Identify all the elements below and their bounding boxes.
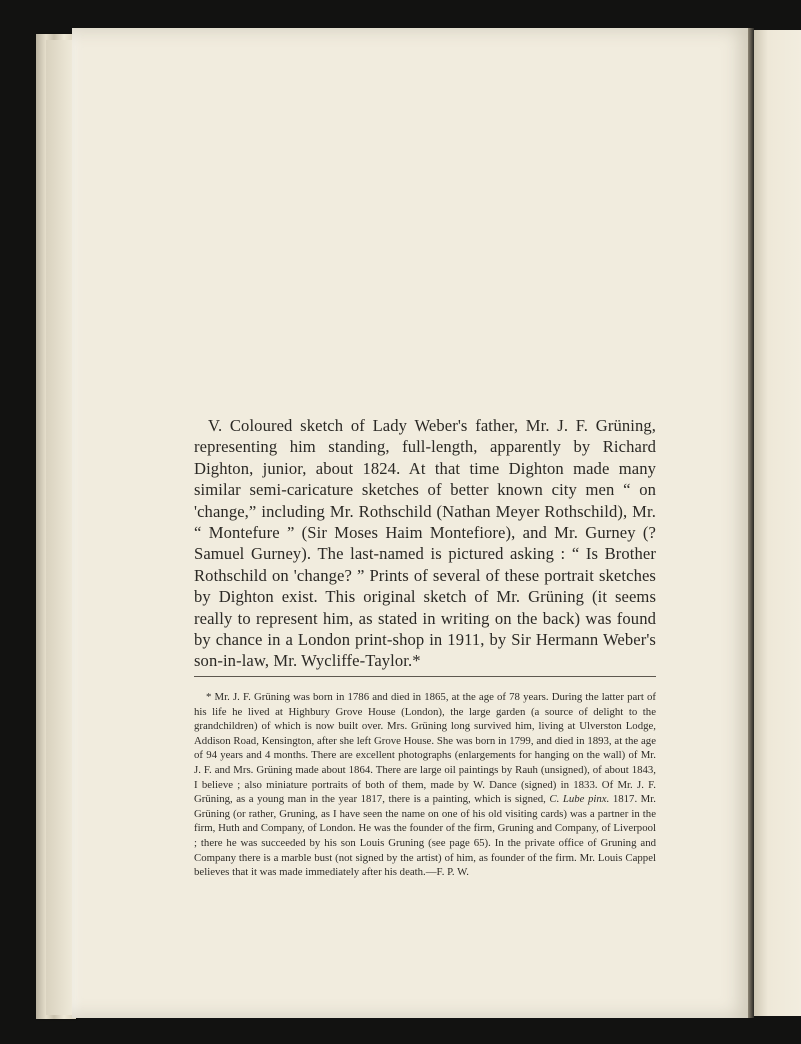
footnote-text-1: * Mr. J. F. Grüning was born in 1786 and died in 1865, at the age of 78 years. During the latter part of his life he lived at Highbury Grove House (London), the large garden (a source of delight to the grandchildren) of which is now built over. Mrs. Grüning long survived him, living at Ulverston Lodge, Addison Road, Kensington, after she left Grove House. She was born in 1799, and died in 1893, at the age of 94 years and 4 months. There are excellent photographs (enlargements for hanging on the wall) of Mr. J. F. and Mrs. Grüning made about 1864. There are large oil paintings by Rauh (unsigned), of about 1843, I believe ; also miniature portraits of both of them, made by W. Dance (signed) in 1833. Of Mr. J. F. Grüning, as a young man in the year 1817, there is a painting, which is signed, (194, 691, 656, 806)
footnote-rule (194, 676, 656, 677)
footnote (194, 690, 656, 880)
main-paragraph: V. Coloured sketch of Lady Weber's father, Mr. J. F. Grüning, representing him standing, full-length, apparently by Richard Dighton, junior, about 1824. At that time Dighton made many similar semi-caricature sketches of better known city men “ on 'change,” including Mr. Rothschild (Nathan Meyer Rothschild), Mr. “ Montefure ” (Sir Moses Haim Montefiore), and Mr. Gurney (? Samuel Gurney). The last-named is pictured asking : “ Is Brother Rothschild on 'change? ” Prints of several of these portrait sketches by Dighton exist. This original sketch of Mr. Grüning (it seems really to represent him, as stated in writing on the back) was found by chance in a London print-shop in 1911, by Sir Hermann Weber's son-in-law, Mr. Wycliffe-Taylor.* (194, 416, 656, 671)
facing-page-edge (754, 30, 801, 1016)
footnote-italic-signature: C. Lube pinx. (549, 793, 610, 806)
footnote-text-2: 1817. Mr. Grüning (or rather, Gruning, as I have seen the name on one of his old visiting cards) was a partner in the firm, Huth and Company, of London. He was the founder of the firm, Gruning and Company, of Liverpool ; there he was succeeded by his son Louis Gruning (see page 65). In the private office of Gruning and Company there is a marble bust (not signed by the artist) of him, as founder of the firm. Mr. Louis Cappel believes that it was made immediately after his death.—F. P. W. (194, 793, 656, 879)
